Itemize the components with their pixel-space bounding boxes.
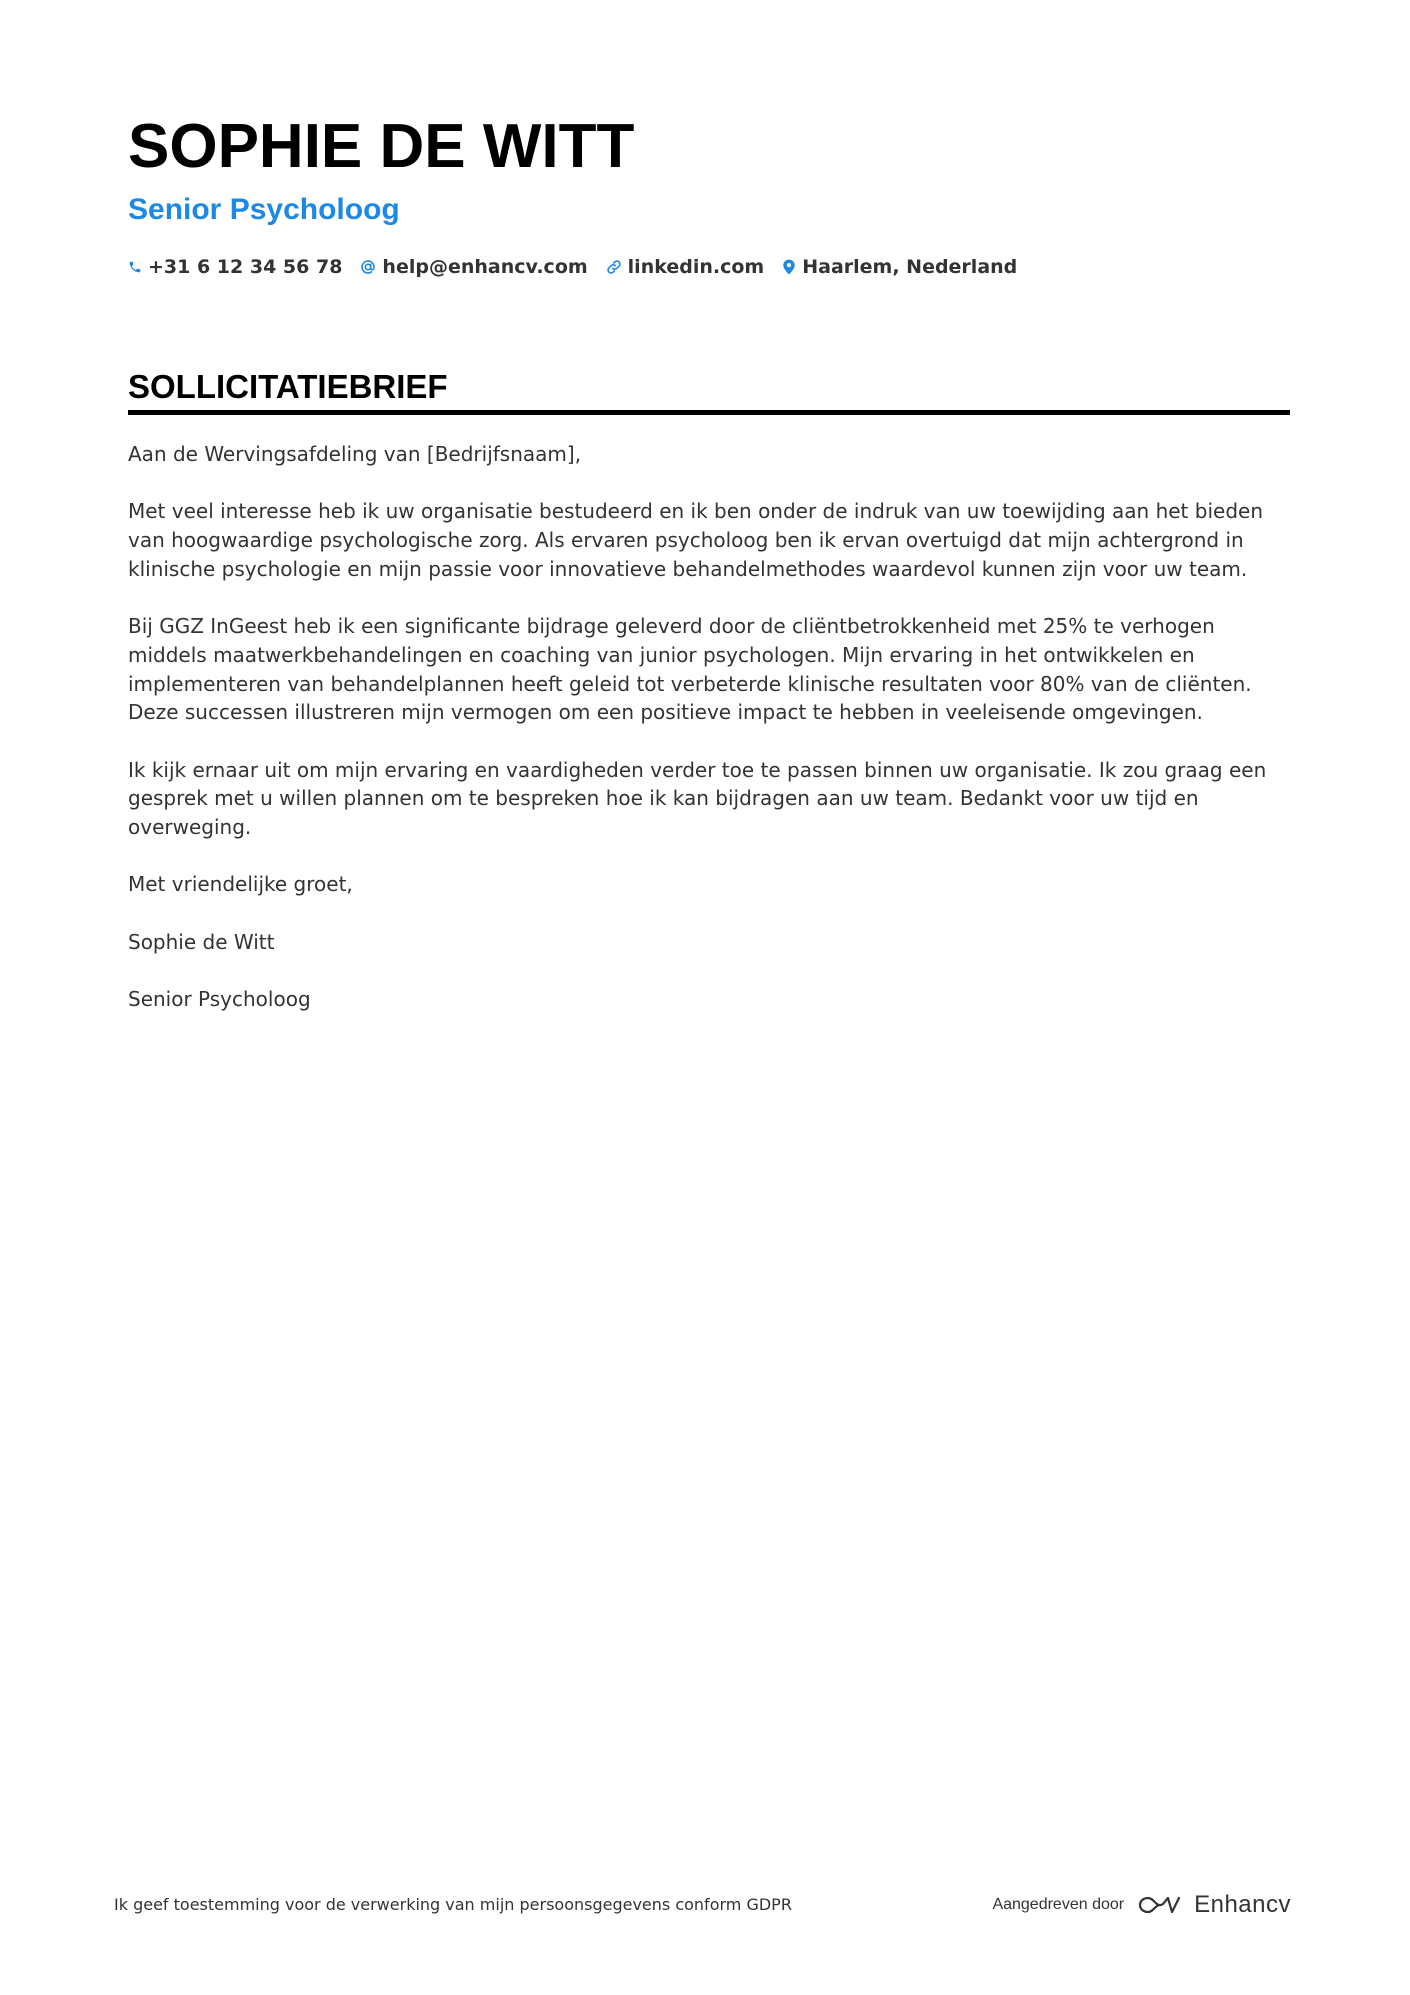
location-pin-icon — [782, 259, 796, 275]
powered-by-badge[interactable] — [992, 1890, 1291, 1920]
contact-bar — [128, 254, 1017, 280]
contact-location — [782, 256, 1017, 278]
gdpr-consent-text: Ik geef toestemming voor de verwerking van mijn persoonsgegevens conform GDPR — [114, 1895, 792, 1914]
contact-linkedin-text[interactable]: linkedin.com — [627, 256, 765, 278]
section-divider — [128, 410, 1290, 415]
contact-location-text: Haarlem, Nederland — [802, 256, 1018, 278]
letter-body — [128, 440, 1293, 1043]
letter-salutation: Aan de Wervingsafdeling van [Bedrijfsnaam], — [128, 442, 582, 466]
enhancv-wordmark: Enhancv — [1194, 1891, 1291, 1918]
contact-phone-text: +31 6 12 34 56 78 — [148, 256, 343, 278]
contact-email-text[interactable]: help@enhancv.com — [382, 256, 588, 278]
letter-paragraph: Met veel interesse heb ik uw organisatie bestudeerd en ik ben onder de indruk van uw toewijding aan het bieden van hoogwaardige psychologische zorg. Als ervaren psycholoog ben ik ervan overtuigd dat mijn achtergrond in klinische psychologie en mijn passie voor innovatieve behandelmethodes waardevol kunnen zijn voor uw team. — [128, 499, 1263, 581]
link-icon — [606, 259, 622, 275]
contact-email[interactable] — [360, 256, 587, 278]
letter-paragraph: Ik kijk ernaar uit om mijn ervaring en vaardigheden verder toe te passen binnen uw organisatie. Ik zou graag een gesprek met u willen plannen om te bespreken hoe ik kan bijdragen aan uw team. Bedankt voor uw tijd en overweging. — [128, 757, 1267, 840]
candidate-title: Senior Psycholoog — [128, 193, 400, 226]
phone-icon — [128, 260, 142, 274]
signature-name: Sophie de Witt — [128, 929, 275, 954]
at-icon — [360, 259, 376, 275]
contact-linkedin[interactable] — [606, 256, 765, 278]
powered-by-label: Aangedreven door — [992, 1896, 1125, 1913]
letter-closing: Met vriendelijke groet, — [128, 872, 353, 897]
enhancv-logo-icon — [1136, 1893, 1182, 1917]
signature-title: Senior Psycholoog — [128, 987, 311, 1012]
contact-phone — [128, 256, 342, 278]
section-heading: SOLLICITATIEBRIEF — [128, 368, 448, 405]
candidate-name: SOPHIE DE WITT — [128, 112, 635, 181]
letter-paragraph: Bij GGZ InGeest heb ik een significante bijdrage geleverd door de cliëntbetrokkenheid met 25% te verhogen middels maatwerkbehandelingen en coaching van junior psychologen. Mijn ervaring in het ontwikkelen en implementeren van behandelplannen heeft geleid tot verbeterde klinische resultaten voor 80% van de cliënten. Deze successen illustreren mijn vermogen om een positieve impact te hebben in veeleisende omgevingen. — [128, 614, 1252, 725]
